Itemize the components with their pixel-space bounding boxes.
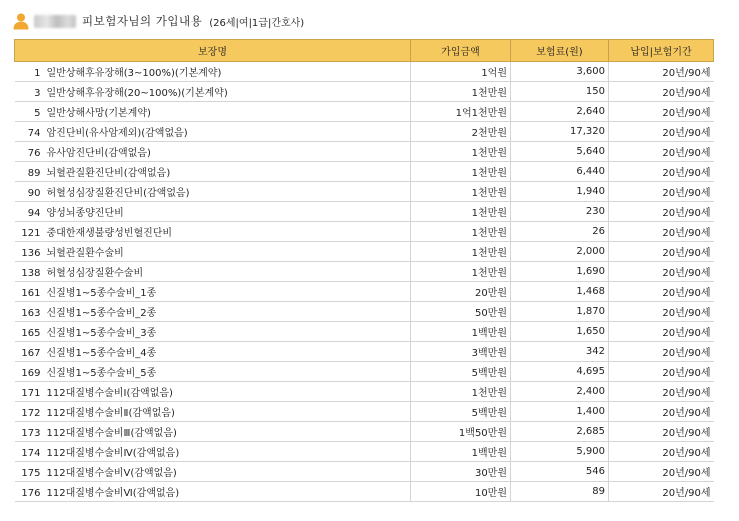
coverage-number: 121 (21, 228, 41, 239)
coverage-premium: 1,468 (511, 282, 609, 302)
coverage-number: 173 (21, 428, 41, 439)
coverage-number: 176 (21, 488, 41, 499)
coverage-period: 20년/90세 (609, 182, 714, 202)
coverage-amount: 1천만원 (411, 262, 511, 282)
coverage-name-cell (15, 242, 411, 262)
table-row (15, 82, 714, 102)
coverage-amount: 3백만원 (411, 342, 511, 362)
coverage-premium: 1,650 (511, 322, 609, 342)
coverage-number: 90 (27, 188, 41, 199)
coverage-name: 신질병1~5종수술비_2종 (46, 308, 157, 319)
coverage-name-cell (15, 182, 411, 202)
coverage-period: 20년/90세 (609, 222, 714, 242)
coverage-name: 중대한재생불량성빈혈진단비 (46, 228, 173, 239)
coverage-name-cell (15, 62, 411, 82)
coverage-premium: 230 (511, 202, 609, 222)
coverage-premium: 5,900 (511, 442, 609, 462)
coverage-name: 유사암진단비(감액없음) (46, 148, 151, 159)
table-row (15, 222, 714, 242)
coverage-name: 112대질병수술비Ⅵ(감액없음) (46, 488, 180, 499)
coverage-amount: 2천만원 (411, 122, 511, 142)
coverage-amount: 5백만원 (411, 362, 511, 382)
coverage-period: 20년/90세 (609, 242, 714, 262)
coverage-period: 20년/90세 (609, 62, 714, 82)
column-header-premium: 보험료(원) (511, 40, 609, 62)
coverage-number: 163 (21, 308, 41, 319)
table-row (15, 142, 714, 162)
coverage-name: 일반상해후유장해(3~100%)(기본계약) (46, 68, 222, 79)
coverage-name-cell (15, 342, 411, 362)
coverage-number: 161 (21, 288, 41, 299)
coverage-number: 76 (27, 148, 41, 159)
coverage-period: 20년/90세 (609, 382, 714, 402)
coverage-name-cell (15, 142, 411, 162)
coverage-amount: 5백만원 (411, 402, 511, 422)
coverage-period: 20년/90세 (609, 102, 714, 122)
coverage-premium: 1,870 (511, 302, 609, 322)
coverage-name-cell (15, 102, 411, 122)
coverage-amount: 1천만원 (411, 202, 511, 222)
coverage-amount: 1백만원 (411, 442, 511, 462)
coverage-amount: 1천만원 (411, 242, 511, 262)
coverage-premium: 150 (511, 82, 609, 102)
coverage-name: 신질병1~5종수술비_1종 (46, 288, 157, 299)
column-header-amount: 가입금액 (411, 40, 511, 62)
coverage-name: 112대질병수술비Ⅴ(감액없음) (46, 468, 177, 479)
coverage-name: 허혈성심장질환진단비(감액없음) (46, 188, 190, 199)
coverage-amount: 1백50만원 (411, 422, 511, 442)
coverage-premium: 4,695 (511, 362, 609, 382)
table-row (15, 482, 714, 502)
coverage-number: 1 (34, 68, 41, 79)
coverage-name: 허혈성심장질환수술비 (46, 268, 144, 279)
coverage-name: 암진단비(유사암제외)(감액없음) (46, 128, 188, 139)
coverage-name-cell (15, 382, 411, 402)
coverage-period: 20년/90세 (609, 342, 714, 362)
coverage-period: 20년/90세 (609, 442, 714, 462)
coverage-amount: 1천만원 (411, 82, 511, 102)
coverage-number: 174 (21, 448, 41, 459)
coverage-name: 112대질병수술비Ⅲ(감액없음) (46, 428, 177, 439)
coverage-name: 양성뇌종양진단비 (46, 208, 124, 219)
coverage-amount: 1천만원 (411, 222, 511, 242)
coverage-number: 172 (21, 408, 41, 419)
coverage-period: 20년/90세 (609, 162, 714, 182)
coverage-name-cell (15, 482, 411, 502)
table-header-row (15, 40, 714, 62)
coverage-amount: 1천만원 (411, 382, 511, 402)
coverage-premium: 2,640 (511, 102, 609, 122)
coverage-amount: 1억1천만원 (411, 102, 511, 122)
coverage-name-cell (15, 122, 411, 142)
coverage-number: 89 (27, 168, 41, 179)
coverage-period: 20년/90세 (609, 142, 714, 162)
table-row (15, 282, 714, 302)
table-row (15, 342, 714, 362)
coverage-table (14, 39, 714, 502)
coverage-number: 5 (34, 108, 41, 119)
coverage-premium: 1,400 (511, 402, 609, 422)
coverage-premium: 5,640 (511, 142, 609, 162)
coverage-name: 뇌혈관질환수술비 (46, 248, 124, 259)
table-row (15, 362, 714, 382)
coverage-premium: 26 (511, 222, 609, 242)
coverage-name: 112대질병수술비Ⅰ(감액없음) (46, 388, 173, 399)
table-row (15, 242, 714, 262)
coverage-name-cell (15, 82, 411, 102)
coverage-name: 신질병1~5종수술비_4종 (46, 348, 157, 359)
coverage-number: 167 (21, 348, 41, 359)
coverage-amount: 50만원 (411, 302, 511, 322)
coverage-period: 20년/90세 (609, 402, 714, 422)
table-row (15, 122, 714, 142)
coverage-number: 165 (21, 328, 41, 339)
table-row (15, 162, 714, 182)
table-row (15, 182, 714, 202)
coverage-number: 94 (27, 208, 41, 219)
column-header-period: 납입|보험기간 (609, 40, 714, 62)
coverage-premium: 1,940 (511, 182, 609, 202)
coverage-name-cell (15, 282, 411, 302)
coverage-name-cell (15, 222, 411, 242)
page-header (12, 10, 304, 32)
coverage-period: 20년/90세 (609, 302, 714, 322)
coverage-amount: 1백만원 (411, 322, 511, 342)
table-row (15, 462, 714, 482)
coverage-number: 169 (21, 368, 41, 379)
coverage-period: 20년/90세 (609, 262, 714, 282)
person-icon (12, 12, 30, 30)
coverage-period: 20년/90세 (609, 122, 714, 142)
coverage-name: 112대질병수술비Ⅱ(감액없음) (46, 408, 175, 419)
coverage-name: 일반상해후유장해(20~100%)(기본계약) (46, 88, 228, 99)
table-row (15, 402, 714, 422)
coverage-period: 20년/90세 (609, 482, 714, 502)
coverage-premium: 2,400 (511, 382, 609, 402)
coverage-name: 신질병1~5종수술비_5종 (46, 368, 157, 379)
coverage-name: 신질병1~5종수술비_3종 (46, 328, 157, 339)
table-row (15, 382, 714, 402)
table-row (15, 62, 714, 82)
coverage-name-cell (15, 302, 411, 322)
table-body (15, 62, 714, 502)
coverage-number: 138 (21, 268, 41, 279)
coverage-amount: 1천만원 (411, 182, 511, 202)
coverage-period: 20년/90세 (609, 282, 714, 302)
table-row (15, 422, 714, 442)
coverage-period: 20년/90세 (609, 82, 714, 102)
coverage-amount: 1억원 (411, 62, 511, 82)
coverage-name-cell (15, 202, 411, 222)
coverage-name-cell (15, 362, 411, 382)
table-row (15, 302, 714, 322)
coverage-premium: 3,600 (511, 62, 609, 82)
coverage-premium: 89 (511, 482, 609, 502)
coverage-premium: 17,320 (511, 122, 609, 142)
column-header-coverage: 보장명 (15, 40, 411, 62)
table-row (15, 262, 714, 282)
coverage-amount: 1천만원 (411, 162, 511, 182)
coverage-period: 20년/90세 (609, 322, 714, 342)
coverage-amount: 10만원 (411, 482, 511, 502)
table-row (15, 442, 714, 462)
coverage-number: 74 (27, 128, 41, 139)
coverage-premium: 2,000 (511, 242, 609, 262)
coverage-amount: 30만원 (411, 462, 511, 482)
coverage-name-cell (15, 422, 411, 442)
coverage-name: 112대질병수술비Ⅳ(감액없음) (46, 448, 180, 459)
coverage-number: 175 (21, 468, 41, 479)
coverage-premium: 2,685 (511, 422, 609, 442)
coverage-name-cell (15, 462, 411, 482)
coverage-amount: 1천만원 (411, 142, 511, 162)
coverage-name: 일반상해사망(기본계약) (46, 108, 151, 119)
coverage-amount: 20만원 (411, 282, 511, 302)
coverage-name-cell (15, 442, 411, 462)
coverage-premium: 6,440 (511, 162, 609, 182)
coverage-premium: 546 (511, 462, 609, 482)
coverage-name-cell (15, 162, 411, 182)
coverage-period: 20년/90세 (609, 422, 714, 442)
table-row (15, 322, 714, 342)
table-row (15, 202, 714, 222)
coverage-number: 136 (21, 248, 41, 259)
insured-summary: (26세|여|1급|간호사) (209, 17, 305, 29)
coverage-premium: 1,690 (511, 262, 609, 282)
page-title: 피보험자님의 가입내용 (82, 14, 203, 28)
coverage-period: 20년/90세 (609, 462, 714, 482)
redacted-name (34, 15, 76, 28)
coverage-period: 20년/90세 (609, 362, 714, 382)
coverage-name-cell (15, 262, 411, 282)
table-row (15, 102, 714, 122)
coverage-number: 171 (21, 388, 41, 399)
coverage-name-cell (15, 322, 411, 342)
coverage-period: 20년/90세 (609, 202, 714, 222)
coverage-premium: 342 (511, 342, 609, 362)
coverage-number: 3 (34, 88, 41, 99)
coverage-name-cell (15, 402, 411, 422)
coverage-name: 뇌혈관질환진단비(감액없음) (46, 168, 171, 179)
